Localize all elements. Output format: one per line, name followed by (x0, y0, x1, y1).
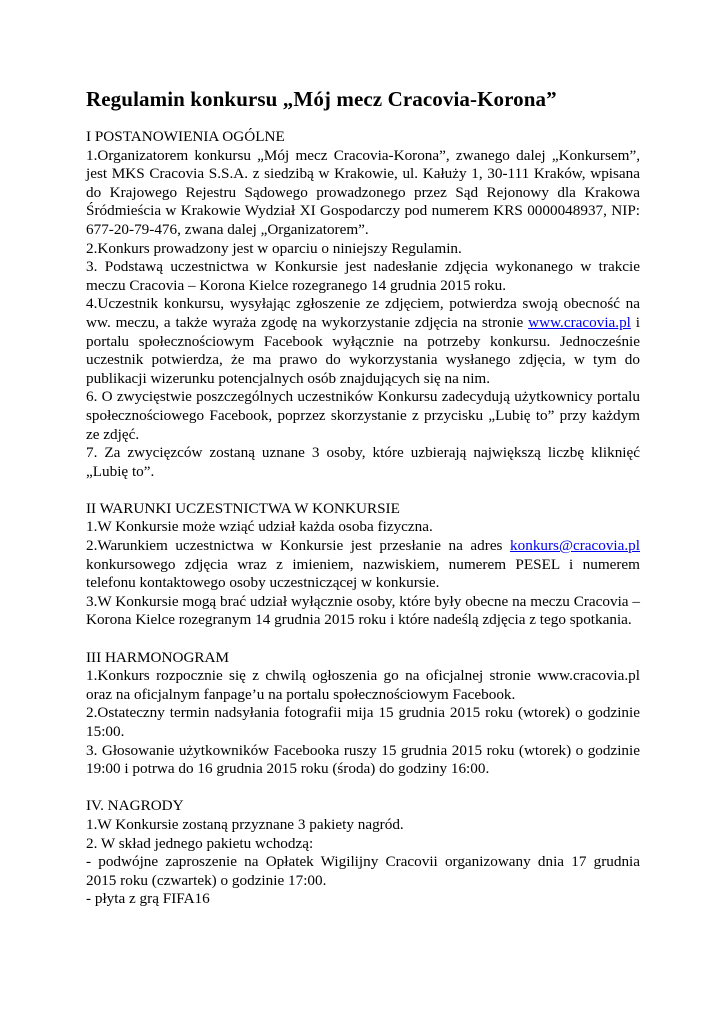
section-spacer (86, 779, 640, 798)
paragraph-submission-deadline: 2.Ostateczny termin nadsyłania fotografii mija 15 grudnia 2015 roku (wtorek) o godzinie 15:00. (86, 704, 640, 740)
section-heading: IV. NAGRODY (86, 797, 184, 815)
paragraph-voting-period: 3. Głosowanie użytkowników Facebooka ruszy 15 grudnia 2015 roku (wtorek) o godzinie 19:00 i potrwa do 16 grudnia 2015 roku (środa) do godziny 16:00. (86, 741, 640, 778)
section-spacer (86, 481, 640, 500)
paragraph-submission-text-start: 2.Warunkiem uczestnictwa w Konkursie jest przesłanie na adres (86, 537, 511, 555)
paragraph-prize-count: 1.W Konkursie zostaną przyznane 3 pakiety nagród. (86, 815, 404, 833)
document-page (86, 86, 640, 909)
paragraph-regulations-basis: 2.Konkurs prowadzony jest w oparciu o niniejszy Regulamin. (86, 239, 462, 257)
section-spacer (86, 630, 640, 649)
section-heading: III HARMONOGRAM (86, 648, 230, 666)
section-participation-conditions (86, 500, 640, 630)
paragraph-consent-text-end: i portalu społecznościowym Facebook wyłącznie na potrzeby konkursu. Jednocześnie uczestnik potwierdza, że ma prawo do wykorzystania wysłanego zdjęcia, w tym do publikacji wizerunku potencjalnych osób znajdujących się na nim. (86, 313, 640, 387)
document-title: Regulamin konkursu „Mój mecz Cracovia-Korona” (86, 87, 557, 111)
paragraph-submission-text-end: konkursowego zdjęcia wraz z imieniem, nazwiskiem, numerem PESEL i numerem telefonu kontaktowego osoby uczestniczącej w konkursie. (86, 555, 640, 592)
section-general-provisions (86, 128, 640, 481)
paragraph-submission (86, 537, 640, 593)
list-item-prize-invitation: - podwójne zaproszenie na Opłatek Wigilijny Cracovii organizowany dnia 17 grudnia 2015 roku (czwartek) o godzinie 17:00. (86, 853, 640, 889)
paragraph-consent-text-start: 4.Uczestnik konkursu, wysyłając zgłoszenie ze zdjęciem, potwierdza swoją obecność na ww. meczu, a także wyraża zgodę na wykorzystanie zdjęcia na stronie (86, 295, 640, 331)
section-prizes (86, 797, 640, 909)
paragraph-attendance-requirement: 3.W Konkursie mogą brać udział wyłącznie osoby, które były obecne na meczu Cracovia – Korona Kielce rozegranym 14 grudnia 2015 roku i które nadeślą zdjęcia z tego spotkania. (86, 592, 640, 629)
paragraph-winners-count: 7. Za zwycięzców zostaną uznane 3 osoby, które uzbierają największą liczbę kliknięć „Lubię to”. (86, 444, 640, 480)
paragraph-eligibility: 1.W Konkursie może wziąć udział każda osoba fizyczna. (86, 518, 433, 536)
contest-email-link[interactable]: konkurs@cracovia.pl (510, 537, 640, 555)
paragraph-winner-decision: 6. O zwycięstwie poszczególnych uczestników Konkursu zadecydują użytkownicy portalu społecznościowego Facebook, poprzez skorzystanie z przycisku „Lubię to” przy każdym ze zdjęć. (86, 388, 640, 443)
list-item-prize-game: - płyta z grą FIFA16 (86, 890, 210, 908)
cracovia-website-link[interactable]: www.cracovia.pl (528, 313, 631, 331)
section-schedule (86, 649, 640, 779)
paragraph-consent (86, 295, 640, 388)
paragraph-organizer: 1.Organizatorem konkursu „Mój mecz Cracovia-Korona”, zwanego dalej „Konkursem”, jest MKS Cracovia S.S.A. z siedzibą w Krakowie, ul. Kałuży 1, 30-111 Kraków, wpisana do Krajowego Rejestru Sądowego prowadzonego przez Sąd Rejonowy dla Krakowa Śródmieścia w Krakowie Wydział XI Gospodarczy pod numerem KRS 0000048937, NIP: 677-20-79-476, zwana dalej „Organizatorem”. (86, 146, 640, 238)
section-heading: I POSTANOWIENIA OGÓLNE (86, 128, 285, 145)
paragraph-contest-start: 1.Konkurs rozpocznie się z chwilą ogłoszenia go na oficjalnej stronie www.cracovia.pl oraz na oficjalnym fanpage’u na portalu społecznościowym Facebook. (86, 667, 640, 703)
paragraph-prize-contents: 2. W skład jednego pakietu wchodzą: (86, 834, 314, 852)
paragraph-participation-basis: 3. Podstawą uczestnictwa w Konkursie jest nadesłanie zdjęcia wykonanego w trakcie meczu Cracovia – Korona Kielce rozegranego 14 grudnia 2015 roku. (86, 258, 640, 294)
section-heading: II WARUNKI UCZESTNICTWA W KONKURSIE (86, 499, 400, 517)
